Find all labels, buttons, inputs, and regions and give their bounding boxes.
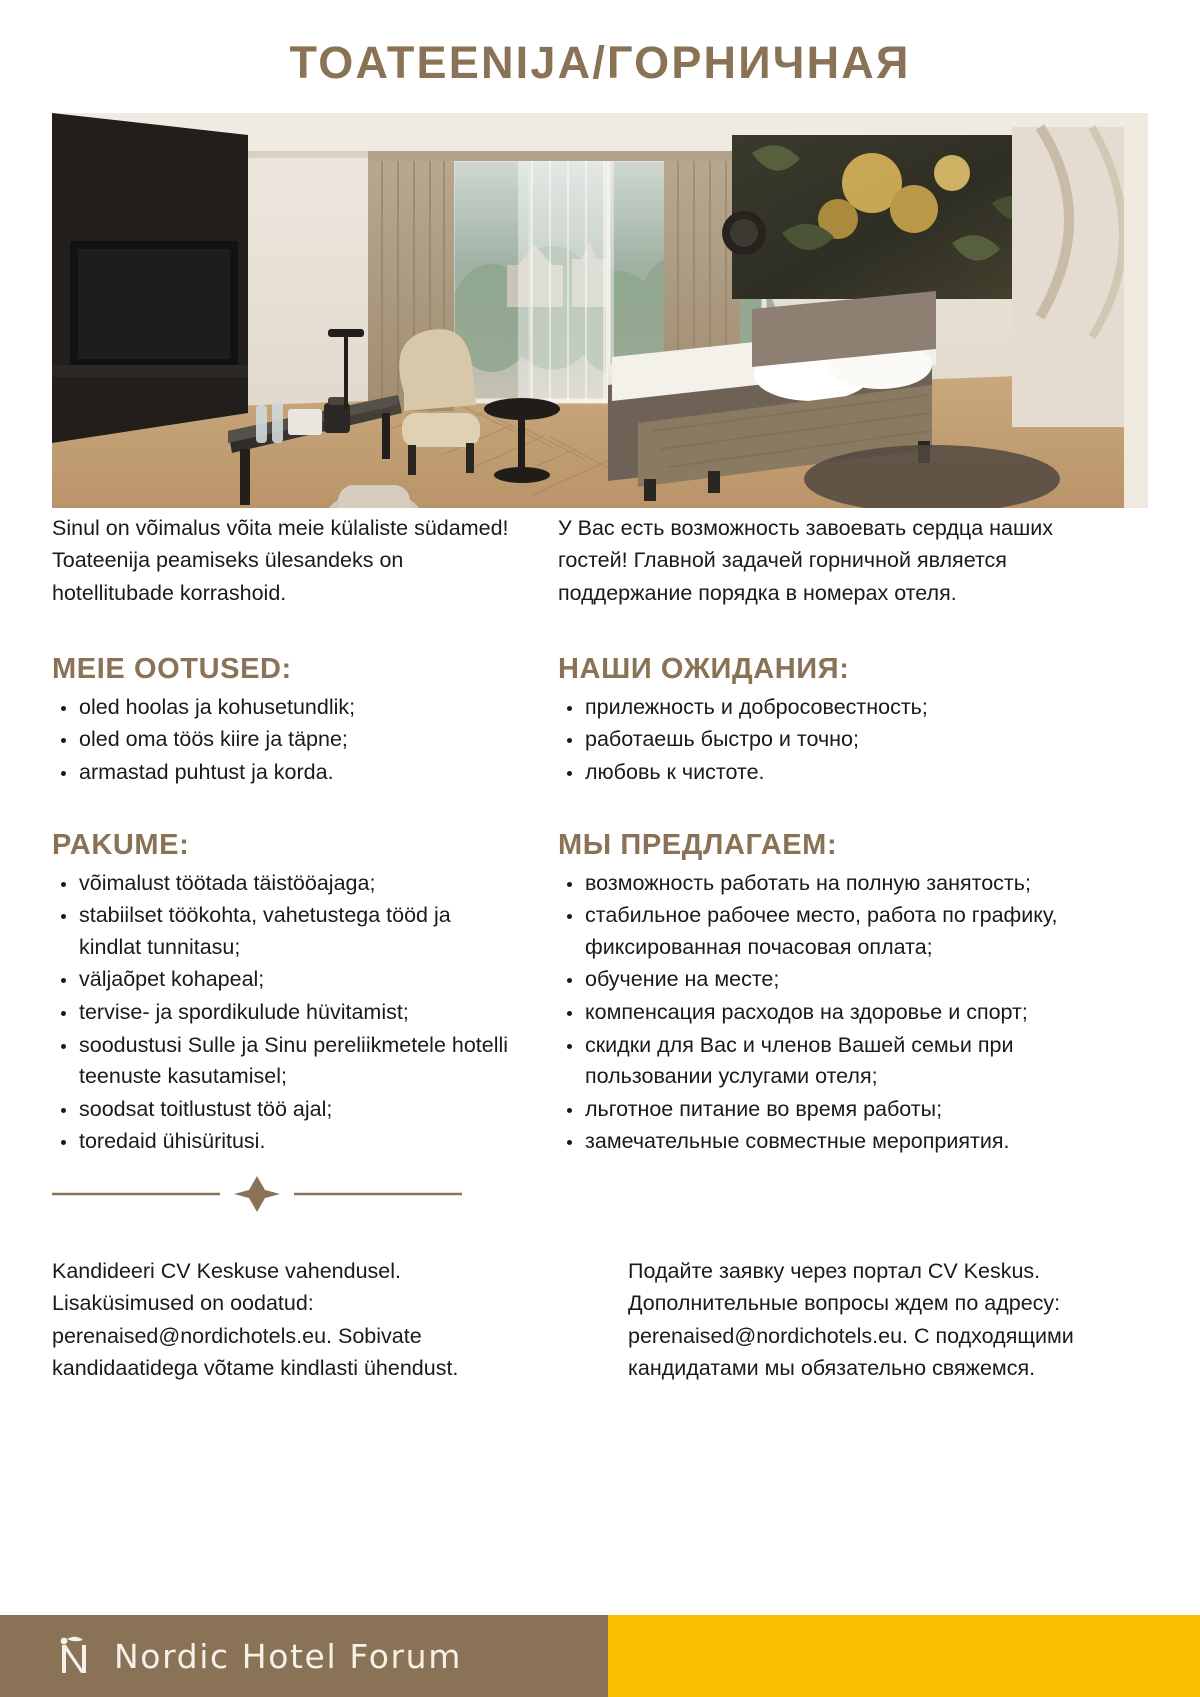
decorative-divider [52,1176,462,1212]
estonian-column [0,512,530,1159]
list-item: скидки для Вас и членов Вашей семьи при пользовании услугами отеля; [558,1030,1090,1093]
estonian-expectations-heading: MEIE OOTUSED: [52,652,292,685]
estonian-intro-text: Sinul on võimalus võita meie külaliste südamed! Toateenija peamiseks ülesandeks on hotellitubade korrashoid. [52,516,509,605]
list-item: soodustusi Sulle ja Sinu pereliikmetele hotelli teenuste kasutamisel; [52,1030,510,1093]
list-item: льготное питание во время работы; [558,1094,1090,1126]
sparkle-divider-icon [52,1176,462,1212]
footer-accent-block [608,1615,1200,1697]
page-footer [0,1615,1200,1697]
list-item: стабильное рабочее место, работа по графику, фиксированная почасовая оплата; [558,900,1090,963]
list-item: любовь к чистоте. [558,757,1090,789]
list-item: oled oma töös kiire ja täpne; [52,724,510,756]
list-item: прилежность и добросовестность; [558,692,1090,724]
nordic-hotel-forum-logo-icon [52,1633,98,1679]
hero-illustration [52,113,1148,508]
estonian-offer-heading: PAKUME: [52,828,190,861]
estonian-offer-list [52,868,510,1158]
list-item: oled hoolas ja kohusetundlik; [52,692,510,724]
russian-expectations-heading: НАШИ ОЖИДАНИЯ: [558,652,850,685]
logo-mark-svg [52,1633,98,1679]
list-item: замечательные совместные мероприятия. [558,1126,1090,1158]
russian-intro-text: У Вас есть возможность завоевать сердца наших гостей! Главной задачей горничной является поддержание порядка в номерах отеля. [558,516,1054,605]
list-item: работаешь быстро и точно; [558,724,1090,756]
content-columns [0,512,1200,1159]
list-item: возможность работать на полную занятость; [558,868,1090,900]
list-item: toredaid ühisüritusi. [52,1126,510,1158]
list-item: обучение на месте; [558,964,1090,996]
hotel-room-hero-image [52,113,1148,508]
russian-column [530,512,1130,1159]
russian-contact-text: Подайте заявку через портал CV Keskus. Дополнительные вопросы ждем по адресу: perenaised@nordichotels.eu. С подходящими кандидатами мы обязательно свяжемся. [628,1259,1074,1380]
list-item: armastad puhtust ja korda. [52,757,510,789]
russian-offer-heading: МЫ ПРЕДЛАГАЕМ: [558,828,838,861]
list-item: tervise- ja spordikulude hüvitamist; [52,997,510,1029]
list-item: компенсация расходов на здоровье и спорт; [558,997,1090,1029]
estonian-expectations-list [52,692,510,789]
footer-brand-block [0,1615,608,1697]
russian-expectations-list [558,692,1090,789]
list-item: võimalust töötada täistööajaga; [52,868,510,900]
page-title: TOATEENIJA/ГОРНИЧНАЯ [289,37,911,88]
list-item: stabiilset töökohta, vahetustega tööd ja kindlat tunnitasu; [52,900,510,963]
footer-brand-name: Nordic Hotel Forum [114,1636,462,1676]
list-item: soodsat toitlustust töö ajal; [52,1094,510,1126]
russian-offer-list [558,868,1090,1158]
estonian-contact-text: Kandideeri CV Keskuse vahendusel. Lisaküsimused on oodatud: perenaised@nordichotels.eu. Sobivate kandidaatidega võtame kindlasti ühendust. [52,1259,459,1380]
list-item: väljaõpet kohapeal; [52,964,510,996]
